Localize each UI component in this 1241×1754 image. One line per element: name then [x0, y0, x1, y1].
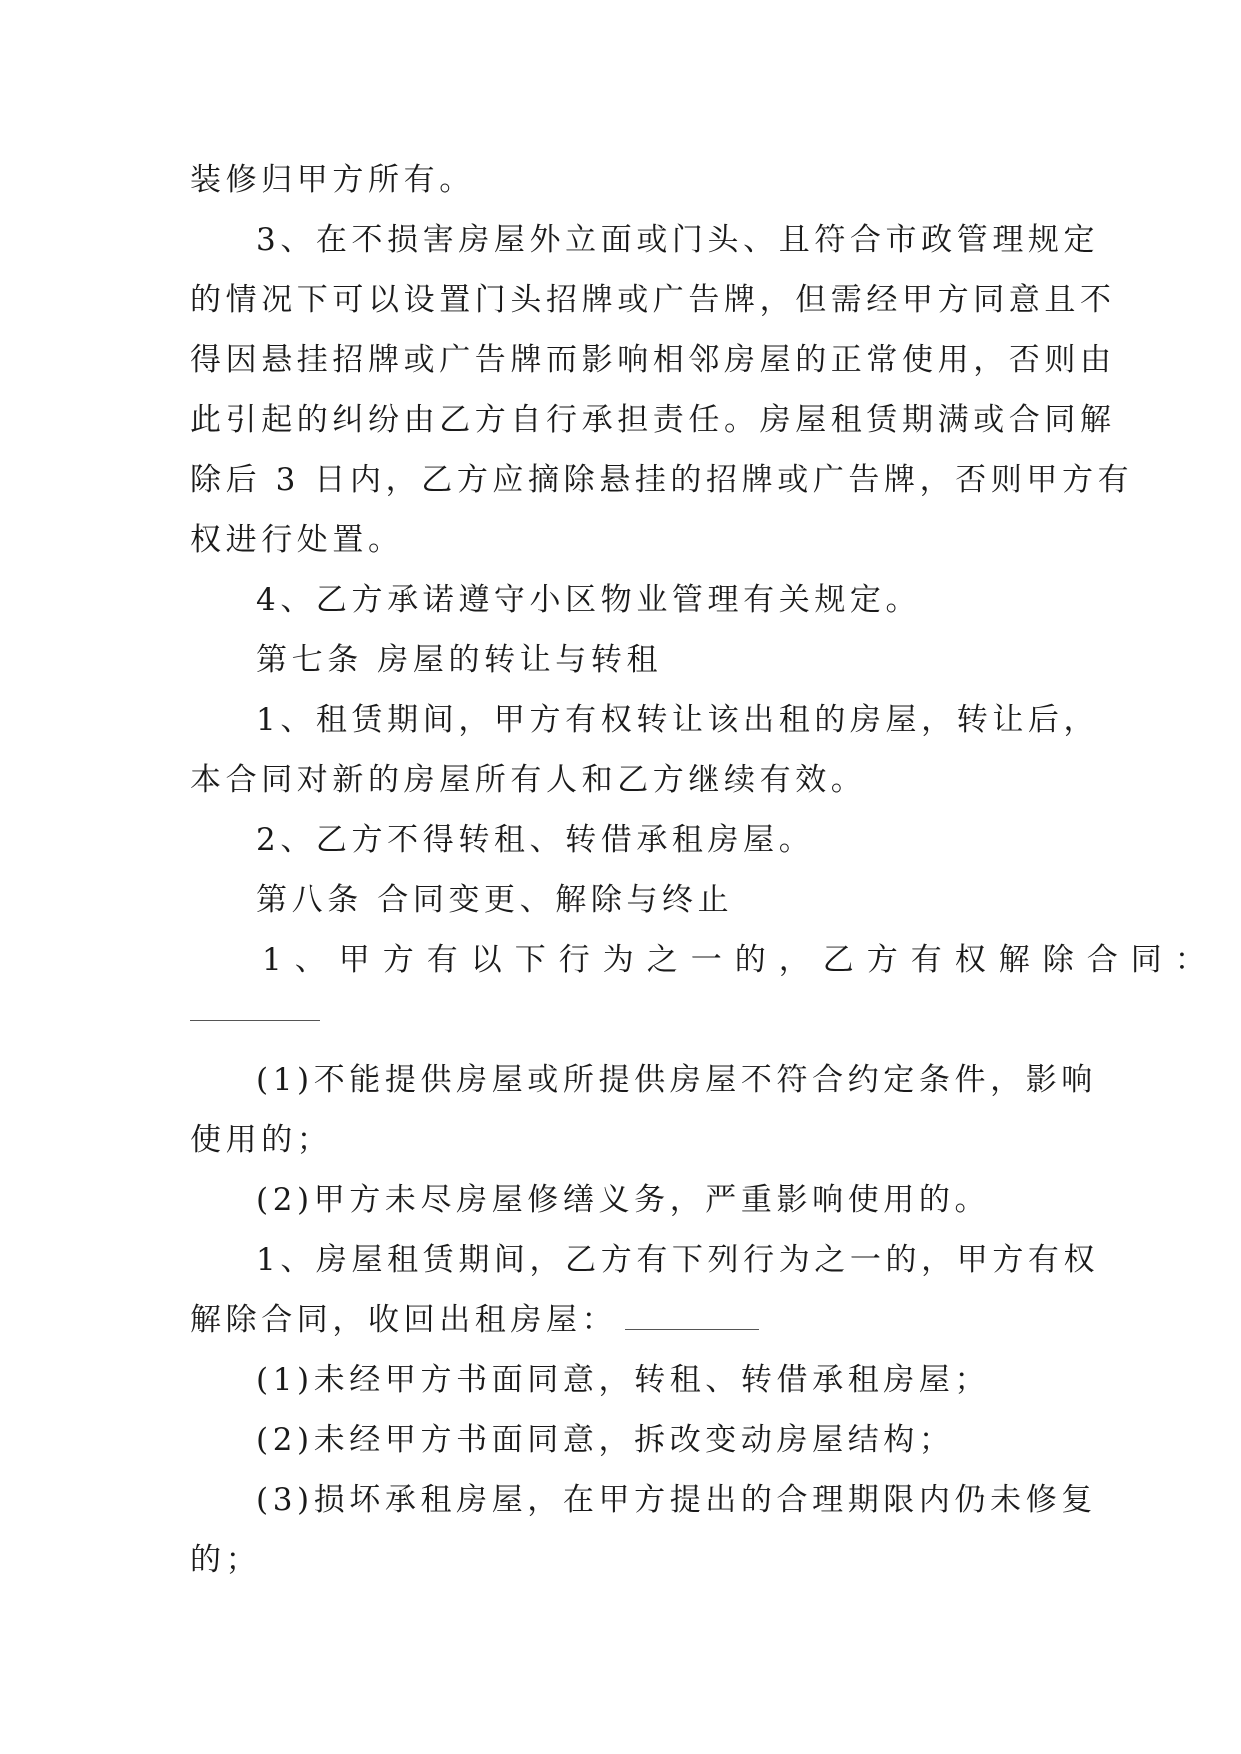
text-line: 3、在不损害房屋外立面或门头、且符合市政管理规定 [256, 222, 1100, 258]
text-line: (3)损坏承租房屋，在甲方提出的合理期限内仍未修复 [256, 1482, 1097, 1518]
text-line: (1)未经甲方书面同意，转租、转借承租房屋； [256, 1362, 991, 1398]
text-span: 解除合同，收回出租房屋： [190, 1302, 618, 1338]
text-line-with-blank [190, 1290, 1050, 1350]
article-heading: 第八条 合同变更、解除与终止 [256, 882, 734, 918]
text-line: 2、乙方不得转租、转借承租房屋。 [256, 822, 815, 858]
text-line: (2)甲方未尽房屋修缮义务，严重影响使用的。 [256, 1182, 991, 1218]
text-line: 权进行处置。 [190, 522, 404, 558]
text-line: 1、甲方有以下行为之一的，乙方有权解除合同： [262, 942, 1219, 978]
text-line: 1、租赁期间，甲方有权转让该出租的房屋，转让后， [256, 702, 1100, 738]
text-line: 4、乙方承诺遵守小区物业管理有关规定。 [256, 582, 922, 618]
text-line: 此引起的纠纷由乙方自行承担责任。房屋租赁期满或合同解 [190, 402, 1116, 438]
text-line: 装修归甲方所有。 [190, 162, 475, 198]
text-line: (1)不能提供房屋或所提供房屋不符合约定条件，影响 [256, 1062, 1097, 1098]
article-heading: 第七条 房屋的转让与转租 [256, 642, 663, 678]
text-line: 本合同对新的房屋所有人和乙方继续有效。 [190, 762, 867, 798]
document-page [190, 150, 1219, 1590]
blank-rule [625, 1305, 759, 1330]
text-line: 1、房屋租赁期间，乙方有下列行为之一的，甲方有权 [256, 1242, 1100, 1278]
text-line: 的情况下可以设置门头招牌或广告牌，但需经甲方同意且不 [190, 282, 1116, 318]
text-line: 使用的； [190, 1122, 333, 1158]
text-line: (2)未经甲方书面同意，拆改变动房屋结构； [256, 1422, 955, 1458]
text-line: 得因悬挂招牌或广告牌而影响相邻房屋的正常使用，否则由 [190, 342, 1116, 378]
text-line: 除后 3 日内，乙方应摘除悬挂的招牌或广告牌，否则甲方有 [190, 462, 1134, 498]
text-line: 的； [190, 1542, 262, 1578]
blank-rule [190, 990, 1050, 1050]
